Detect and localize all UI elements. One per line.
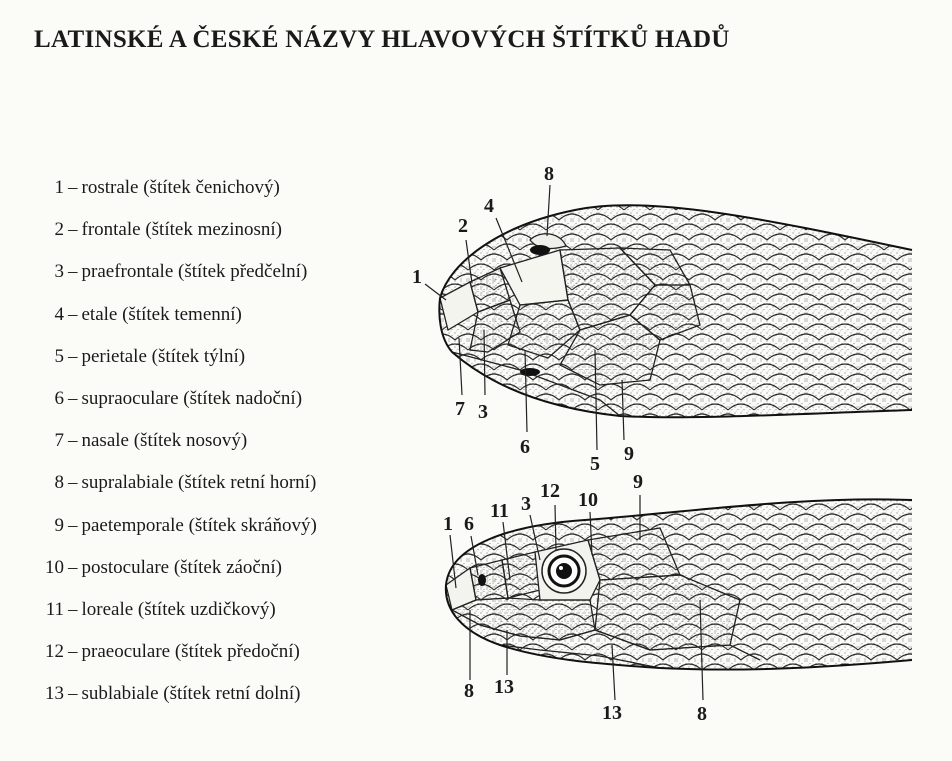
legend-label: postoculare (štítek záoční) bbox=[81, 556, 282, 578]
callout-side-8b: 8 bbox=[697, 703, 707, 725]
top-view-head bbox=[439, 205, 912, 417]
legend-dash: – bbox=[68, 261, 78, 283]
legend-dash: – bbox=[68, 556, 78, 578]
eye-icon bbox=[542, 549, 586, 593]
callout-side-1: 1 bbox=[443, 513, 453, 535]
legend-dash: – bbox=[68, 345, 78, 367]
legend-number: 4 bbox=[54, 303, 64, 325]
callout-top-4: 4 bbox=[484, 195, 494, 217]
legend-number: 7 bbox=[54, 430, 64, 452]
legend-number: 13 bbox=[45, 683, 64, 705]
legend-dash: – bbox=[68, 303, 78, 325]
callout-side-6: 6 bbox=[464, 513, 474, 535]
nostril-icon bbox=[478, 574, 486, 586]
callout-top-8: 8 bbox=[544, 163, 554, 185]
legend-label: perietale (štítek týlní) bbox=[81, 345, 246, 367]
legend-label: praeoculare (štítek předoční) bbox=[81, 641, 300, 663]
legend-dash: – bbox=[68, 514, 78, 536]
legend-number: 2 bbox=[54, 219, 64, 241]
legend-dash: – bbox=[68, 598, 78, 620]
legend-label: sublabiale (štítek retní dolní) bbox=[81, 683, 301, 705]
legend-number: 5 bbox=[54, 345, 64, 367]
legend-label: rostrale (štítek čenichový) bbox=[81, 177, 280, 198]
callout-side-12: 12 bbox=[540, 480, 560, 502]
legend-number: 11 bbox=[45, 598, 64, 620]
legend-dash: – bbox=[68, 219, 78, 241]
legend-dash: – bbox=[68, 430, 78, 452]
callout-top-3: 3 bbox=[478, 401, 488, 423]
callout-top-2: 2 bbox=[458, 215, 468, 237]
callout-side-3: 3 bbox=[521, 493, 531, 515]
callout-side-11: 11 bbox=[490, 500, 509, 522]
callout-top-9: 9 bbox=[624, 443, 634, 465]
callout-top-5: 5 bbox=[590, 453, 600, 475]
legend-label: supralabiale (štítek retní horní) bbox=[81, 472, 317, 494]
legend-number: 6 bbox=[54, 387, 64, 409]
callout-side-8: 8 bbox=[464, 680, 474, 702]
callout-top-6: 6 bbox=[520, 436, 530, 458]
callout-top-1: 1 bbox=[412, 266, 422, 288]
legend-number: 10 bbox=[45, 556, 64, 578]
legend-label: paetemporale (štítek skráňový) bbox=[81, 514, 317, 536]
side-view-head bbox=[446, 499, 912, 669]
legend-label: nasale (štítek nosový) bbox=[81, 430, 248, 452]
legend-number: 12 bbox=[45, 641, 64, 663]
legend-label: loreale (štítek uzdičkový) bbox=[81, 598, 276, 620]
legend-number: 3 bbox=[54, 261, 64, 283]
page-title: LATINSKÉ A ČESKÉ NÁZVY HLAVOVÝCH ŠTÍTKŮ HADŮ bbox=[34, 26, 730, 53]
legend-number: 1 bbox=[54, 177, 64, 198]
callout-side-10: 10 bbox=[578, 489, 598, 511]
legend-label: frontale (štítek mezinosní) bbox=[81, 219, 282, 241]
callout-side-13: 13 bbox=[494, 676, 514, 698]
legend-label: praefrontale (štítek předčelní) bbox=[81, 261, 308, 283]
legend-dash: – bbox=[68, 641, 78, 663]
legend-dash: – bbox=[68, 387, 78, 409]
callout-side-13b: 13 bbox=[602, 702, 622, 724]
legend-dash: – bbox=[68, 472, 78, 494]
legend-number: 8 bbox=[54, 472, 64, 494]
callout-side-9: 9 bbox=[633, 471, 643, 493]
legend-number: 9 bbox=[54, 514, 64, 536]
legend-label: supraoculare (štítek nadoční) bbox=[81, 387, 303, 409]
legend-dash: – bbox=[68, 683, 78, 705]
callout-top-7: 7 bbox=[455, 398, 465, 420]
legend-dash: – bbox=[68, 177, 78, 198]
legend-label: etale (štítek temenní) bbox=[81, 303, 242, 325]
